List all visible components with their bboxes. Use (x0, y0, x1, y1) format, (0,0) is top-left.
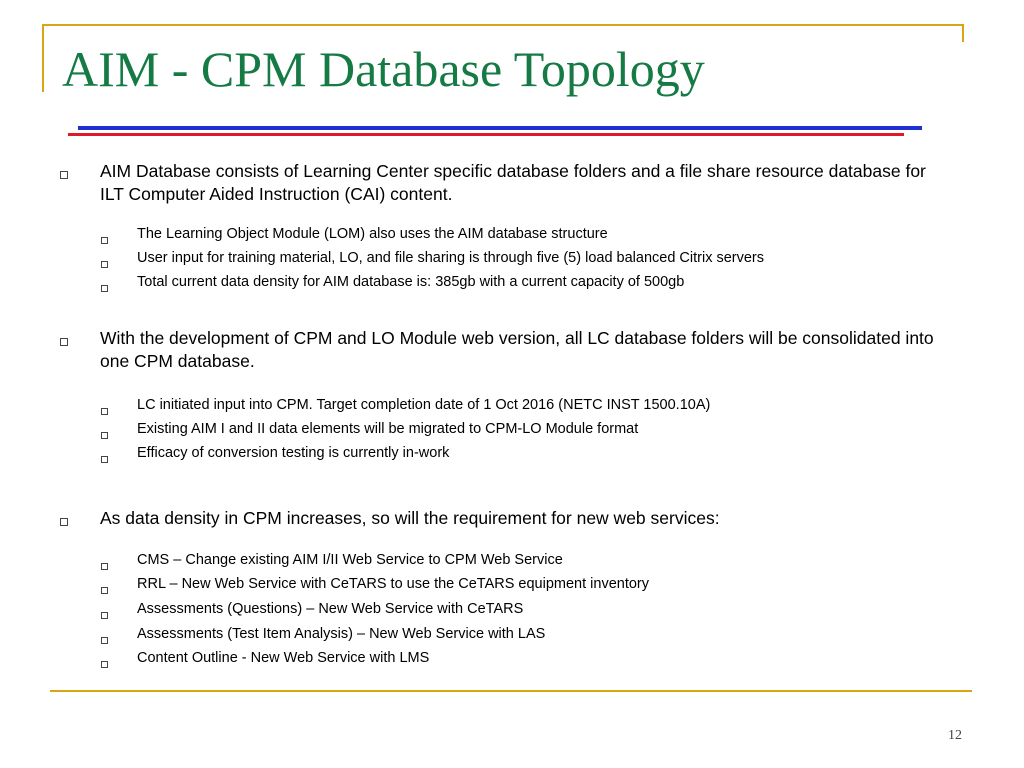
bullet-icon (60, 338, 68, 346)
sub-bullet-text: Content Outline - New Web Service with LMS (137, 650, 430, 666)
bullet-icon (60, 518, 68, 526)
bullet-text: AIM Database consists of Learning Center specific database folders and a file share resource database for ILT Computer Aided Instruction (CAI) content. (100, 161, 926, 204)
sub-bullet-icon (101, 637, 108, 644)
footer-line (50, 690, 972, 692)
page-number: 12 (948, 728, 962, 743)
sub-bullet-text: User input for training material, LO, and file sharing is through five (5) load balanced Citrix servers (137, 250, 765, 266)
bullet-icon (60, 171, 68, 179)
sub-bullet-text: LC initiated input into CPM. Target completion date of 1 Oct 2016 (NETC INST 1500.10A) (137, 397, 711, 413)
sub-bullet-icon (101, 408, 108, 415)
sub-bullet-text: Assessments (Test Item Analysis) – New Web Service with LAS (137, 626, 546, 642)
sub-bullet-icon (101, 661, 108, 668)
sub-bullet-text: Assessments (Questions) – New Web Service with CeTARS (137, 601, 524, 617)
sub-bullet-icon (101, 612, 108, 619)
title-underline-red (68, 133, 904, 136)
sub-bullet-text: CMS – Change existing AIM I/II Web Service to CPM Web Service (137, 552, 563, 568)
sub-bullet-text: Efficacy of conversion testing is currently in-work (137, 445, 450, 461)
sub-bullet-icon (101, 285, 108, 292)
sub-bullet-icon (101, 456, 108, 463)
sub-bullet-text: RRL – New Web Service with CeTARS to use the CeTARS equipment inventory (137, 576, 650, 592)
sub-bullet-icon (101, 432, 108, 439)
sub-bullet-text: Total current data density for AIM database is: 385gb with a current capacity of 500gb (137, 274, 685, 290)
frame-top-line (42, 24, 964, 26)
sub-bullet-icon (101, 261, 108, 268)
sub-bullet-icon (101, 237, 108, 244)
bullet-text: With the development of CPM and LO Module web version, all LC database folders will be consolidated into one CPM database. (100, 328, 934, 371)
sub-bullet-icon (101, 587, 108, 594)
title-underline-blue (78, 126, 922, 130)
sub-bullet-icon (101, 563, 108, 570)
bullet-text: As data density in CPM increases, so will the requirement for new web services: (100, 508, 720, 528)
sub-bullet-text: Existing AIM I and II data elements will be migrated to CPM-LO Module format (137, 421, 639, 437)
frame-right-line (962, 24, 964, 42)
sub-bullet-text: The Learning Object Module (LOM) also uses the AIM database structure (137, 226, 608, 242)
frame-left-line (42, 24, 44, 92)
slide-title: AIM - CPM Database Topology (62, 41, 705, 97)
